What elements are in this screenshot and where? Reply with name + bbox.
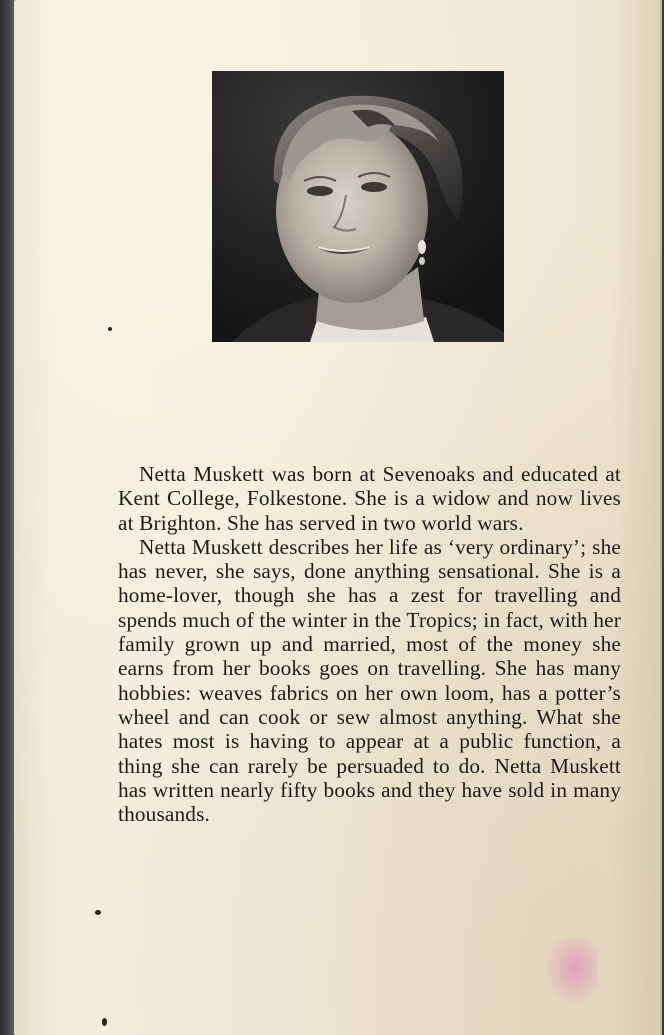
paper-speck	[108, 327, 112, 331]
page-edge	[658, 0, 662, 1035]
back-cover	[14, 0, 662, 1035]
author-portrait-photo	[212, 71, 504, 342]
author-biography	[118, 462, 621, 826]
paper-speck	[95, 910, 101, 915]
biography-paragraph-2: Netta Muskett describes her life as ‘very ordinary’; she has never, she says, done anything sensational. She is a home-lover, though she has a zest for travelling and spends much of the winter in the Tropics; in fact, with her family grown up and married, most of the money she earns from her books goes on travelling. She has many hobbies: weaves fabrics on her own loom, has a potter’s wheel and can cook or sew almost anything. What she hates most is having to appear at a public function, a thing she can rarely be persuaded to do. Netta Muskett has written nearly fifty books and they have sold in many thousands.	[118, 534, 621, 827]
paper-speck	[102, 1018, 107, 1026]
ink-stain	[546, 938, 598, 1004]
biography-paragraph-1: Netta Muskett was born at Sevenoaks and educated at Kent College, Folkestone. She is a widow and now lives at Brighton. She has served in two world wars.	[118, 462, 621, 535]
